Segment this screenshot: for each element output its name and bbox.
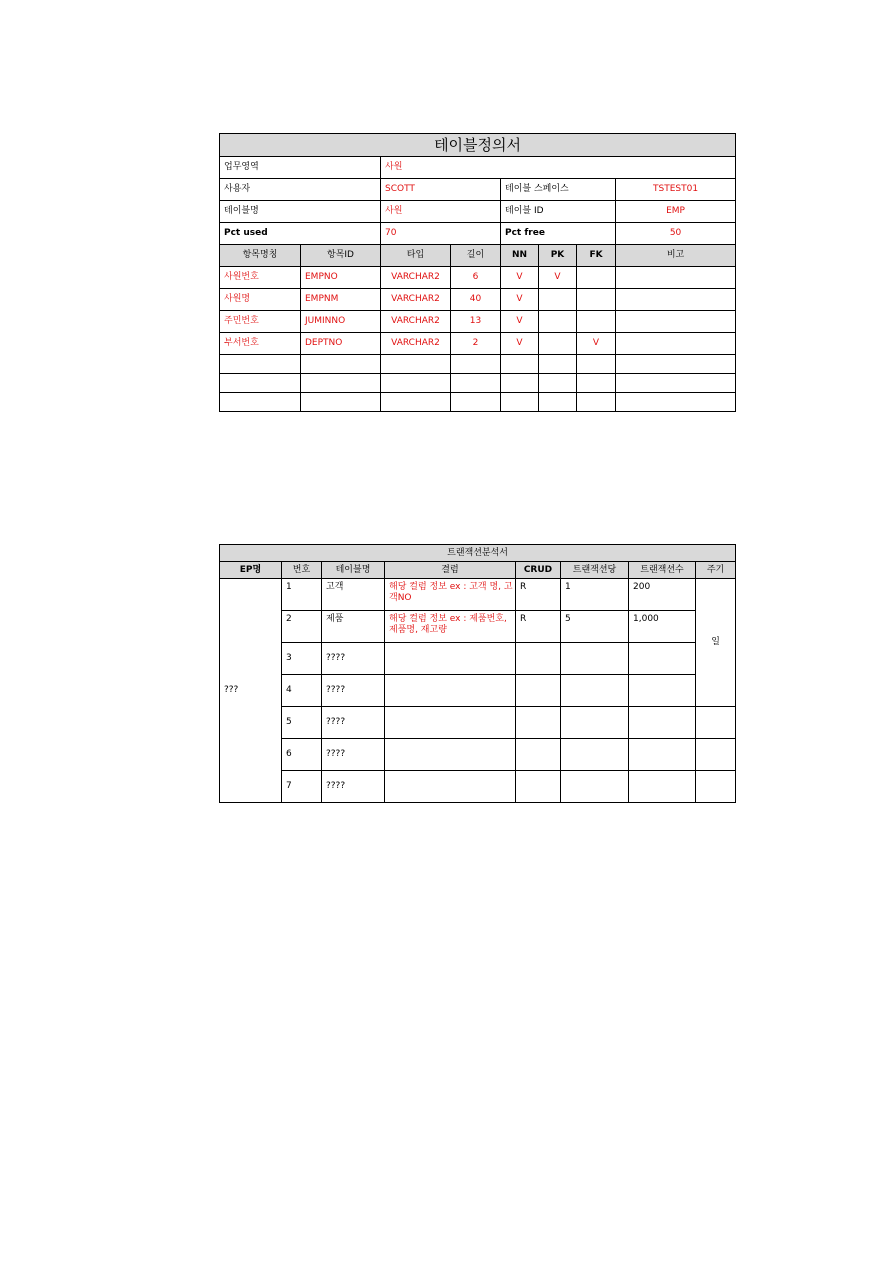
col-header-id: 항목ID	[301, 245, 381, 267]
pct-free-value: 50	[616, 223, 736, 245]
ep-name: ???	[220, 579, 282, 803]
row-number: 6	[282, 739, 322, 771]
col-header-tx-count: 트랜잭션수	[629, 562, 696, 579]
col-header-ep: EP명	[220, 562, 282, 579]
row-number: 7	[282, 771, 322, 803]
empty-row	[220, 374, 736, 393]
col-header-crud: CRUD	[516, 562, 561, 579]
field-name: 주민번호	[220, 311, 301, 333]
table-row	[220, 333, 736, 355]
col-header-pk: PK	[539, 245, 577, 267]
table-row	[220, 579, 736, 611]
crud: R	[516, 579, 561, 611]
col-header-type: 타입	[381, 245, 451, 267]
user-label: 사용자	[220, 179, 381, 201]
tablespace-label: 테이블 스페이스	[501, 179, 616, 201]
field-nn: V	[501, 267, 539, 289]
table-row	[220, 643, 736, 675]
field-fk	[577, 289, 616, 311]
col-header-note: 비고	[616, 245, 736, 267]
field-note	[616, 289, 736, 311]
crud: R	[516, 611, 561, 643]
column-info: 해당 컬럼 정보 ex : 제품번호, 제품명, 재고량	[385, 611, 516, 643]
field-fk	[577, 267, 616, 289]
per-transaction: 5	[561, 611, 629, 643]
empty-row	[220, 355, 736, 374]
field-nn: V	[501, 311, 539, 333]
table-name: ????	[322, 643, 385, 675]
table-row	[220, 675, 736, 707]
field-type: VARCHAR2	[381, 311, 451, 333]
row-number: 4	[282, 675, 322, 707]
table-id-value: EMP	[616, 201, 736, 223]
table-name: ????	[322, 739, 385, 771]
table-row	[220, 611, 736, 643]
transaction-analysis-table	[219, 544, 736, 803]
user-value: SCOTT	[381, 179, 501, 201]
column-info: 해당 컬럼 정보 ex : 고객 명, 고객NO	[385, 579, 516, 611]
table-row	[220, 739, 736, 771]
table-row	[220, 311, 736, 333]
row-number: 1	[282, 579, 322, 611]
table-definition-title: 테이블정의서	[220, 134, 736, 157]
period: 일	[696, 579, 736, 707]
col-header-table: 테이블명	[322, 562, 385, 579]
col-header-per-tx: 트랜잭션당	[561, 562, 629, 579]
table-name: 고객	[322, 579, 385, 611]
field-name: 부서번호	[220, 333, 301, 355]
per-transaction: 1	[561, 579, 629, 611]
field-name: 사원명	[220, 289, 301, 311]
table-name: ????	[322, 771, 385, 803]
transaction-count: 1,000	[629, 611, 696, 643]
transaction-count: 200	[629, 579, 696, 611]
field-pk	[539, 311, 577, 333]
area-value: 사원	[381, 157, 736, 179]
col-header-length: 길이	[451, 245, 501, 267]
field-id: EMPNM	[301, 289, 381, 311]
field-type: VARCHAR2	[381, 267, 451, 289]
row-number: 5	[282, 707, 322, 739]
table-row	[220, 771, 736, 803]
table-name: ????	[322, 707, 385, 739]
field-length: 40	[451, 289, 501, 311]
field-type: VARCHAR2	[381, 289, 451, 311]
table-name-value: 사원	[381, 201, 501, 223]
table-name: 제품	[322, 611, 385, 643]
col-header-fk: FK	[577, 245, 616, 267]
field-note	[616, 333, 736, 355]
field-id: DEPTNO	[301, 333, 381, 355]
field-nn: V	[501, 289, 539, 311]
field-length: 2	[451, 333, 501, 355]
table-definition	[219, 133, 736, 412]
table-row	[220, 707, 736, 739]
row-number: 3	[282, 643, 322, 675]
table-name-label: 테이블명	[220, 201, 381, 223]
table-row	[220, 267, 736, 289]
transaction-title: 트랜잭션분석서	[220, 545, 736, 562]
field-fk: V	[577, 333, 616, 355]
pct-used-value: 70	[381, 223, 501, 245]
field-id: EMPNO	[301, 267, 381, 289]
col-header-nn: NN	[501, 245, 539, 267]
field-pk	[539, 333, 577, 355]
pct-used-label: Pct used	[220, 223, 381, 245]
row-number: 2	[282, 611, 322, 643]
empty-row	[220, 393, 736, 412]
field-pk	[539, 289, 577, 311]
field-length: 6	[451, 267, 501, 289]
field-name: 사원번호	[220, 267, 301, 289]
col-header-no: 번호	[282, 562, 322, 579]
field-pk: V	[539, 267, 577, 289]
col-header-name: 항목명칭	[220, 245, 301, 267]
field-note	[616, 267, 736, 289]
field-fk	[577, 311, 616, 333]
area-label: 업무영역	[220, 157, 381, 179]
tablespace-value: TSTEST01	[616, 179, 736, 201]
field-type: VARCHAR2	[381, 333, 451, 355]
table-id-label: 테이블 ID	[501, 201, 616, 223]
field-id: JUMINNO	[301, 311, 381, 333]
col-header-period: 주기	[696, 562, 736, 579]
field-note	[616, 311, 736, 333]
table-name: ????	[322, 675, 385, 707]
field-nn: V	[501, 333, 539, 355]
field-length: 13	[451, 311, 501, 333]
pct-free-label: Pct free	[501, 223, 616, 245]
table-row	[220, 289, 736, 311]
col-header-column: 결럼	[385, 562, 516, 579]
